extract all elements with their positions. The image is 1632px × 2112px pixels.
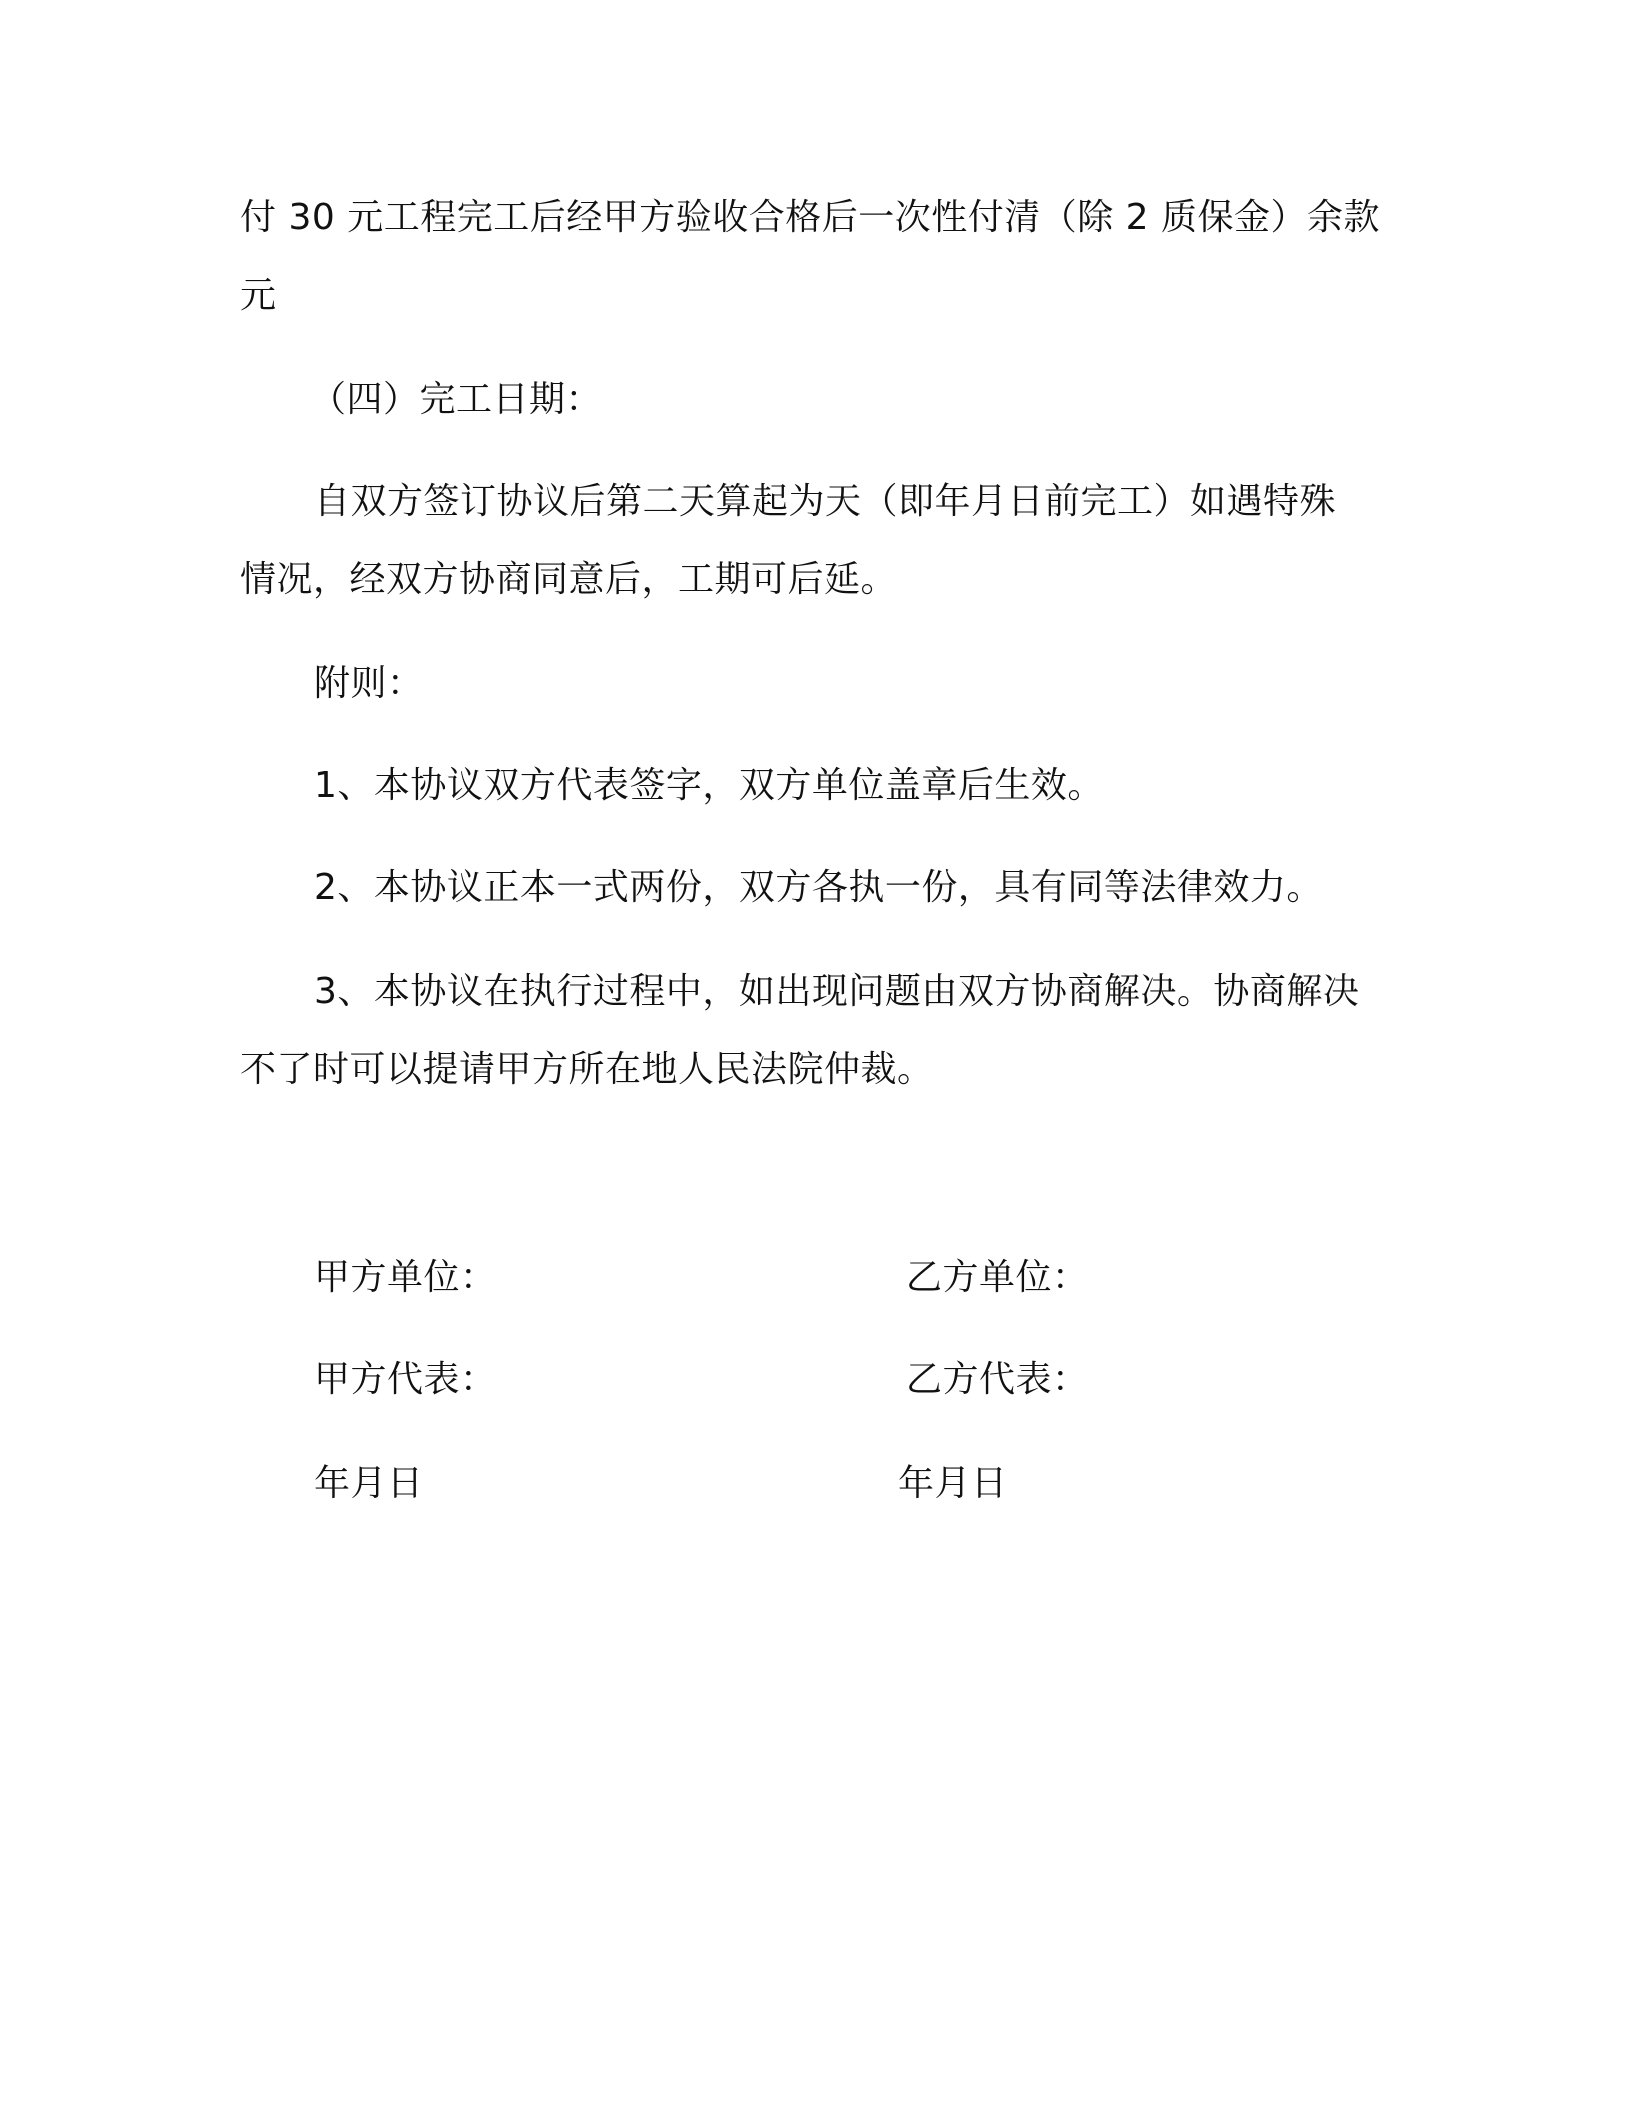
clause-1: 1、本协议双方代表签字，双方单位盖章后生效。: [314, 765, 1104, 806]
clause-3: 3、本协议在执行过程中，如出现问题由双方协商解决。协商解决: [314, 971, 1360, 1012]
supplementary-heading: 附则：: [314, 663, 424, 704]
party-b-unit-label: 乙方单位：: [906, 1257, 1089, 1298]
clause-3-continued: 不了时可以提请甲方所在地人民法院仲裁。: [240, 1049, 934, 1090]
party-a-date-label: 年月日: [314, 1463, 424, 1504]
party-a-representative-label: 甲方代表：: [314, 1359, 497, 1400]
party-b-representative-label: 乙方代表：: [906, 1359, 1089, 1400]
party-b-date-label: 年月日: [898, 1463, 1008, 1504]
payment-line-continued: 元: [240, 275, 277, 316]
clause-2: 2、本协议正本一式两份，双方各执一份，具有同等法律效力。: [314, 867, 1323, 908]
party-a-unit-label: 甲方单位：: [314, 1257, 497, 1298]
payment-line: 付 30 元工程完工后经甲方验收合格后一次性付清（除 2 质保金）余款: [240, 197, 1380, 238]
completion-date-heading: （四）完工日期：: [310, 379, 603, 420]
completion-date-text-continued: 情况，经双方协商同意后，工期可后延。: [240, 559, 898, 600]
completion-date-text: 自双方签订协议后第二天算起为天（即年月日前完工）如遇特殊: [314, 481, 1337, 522]
